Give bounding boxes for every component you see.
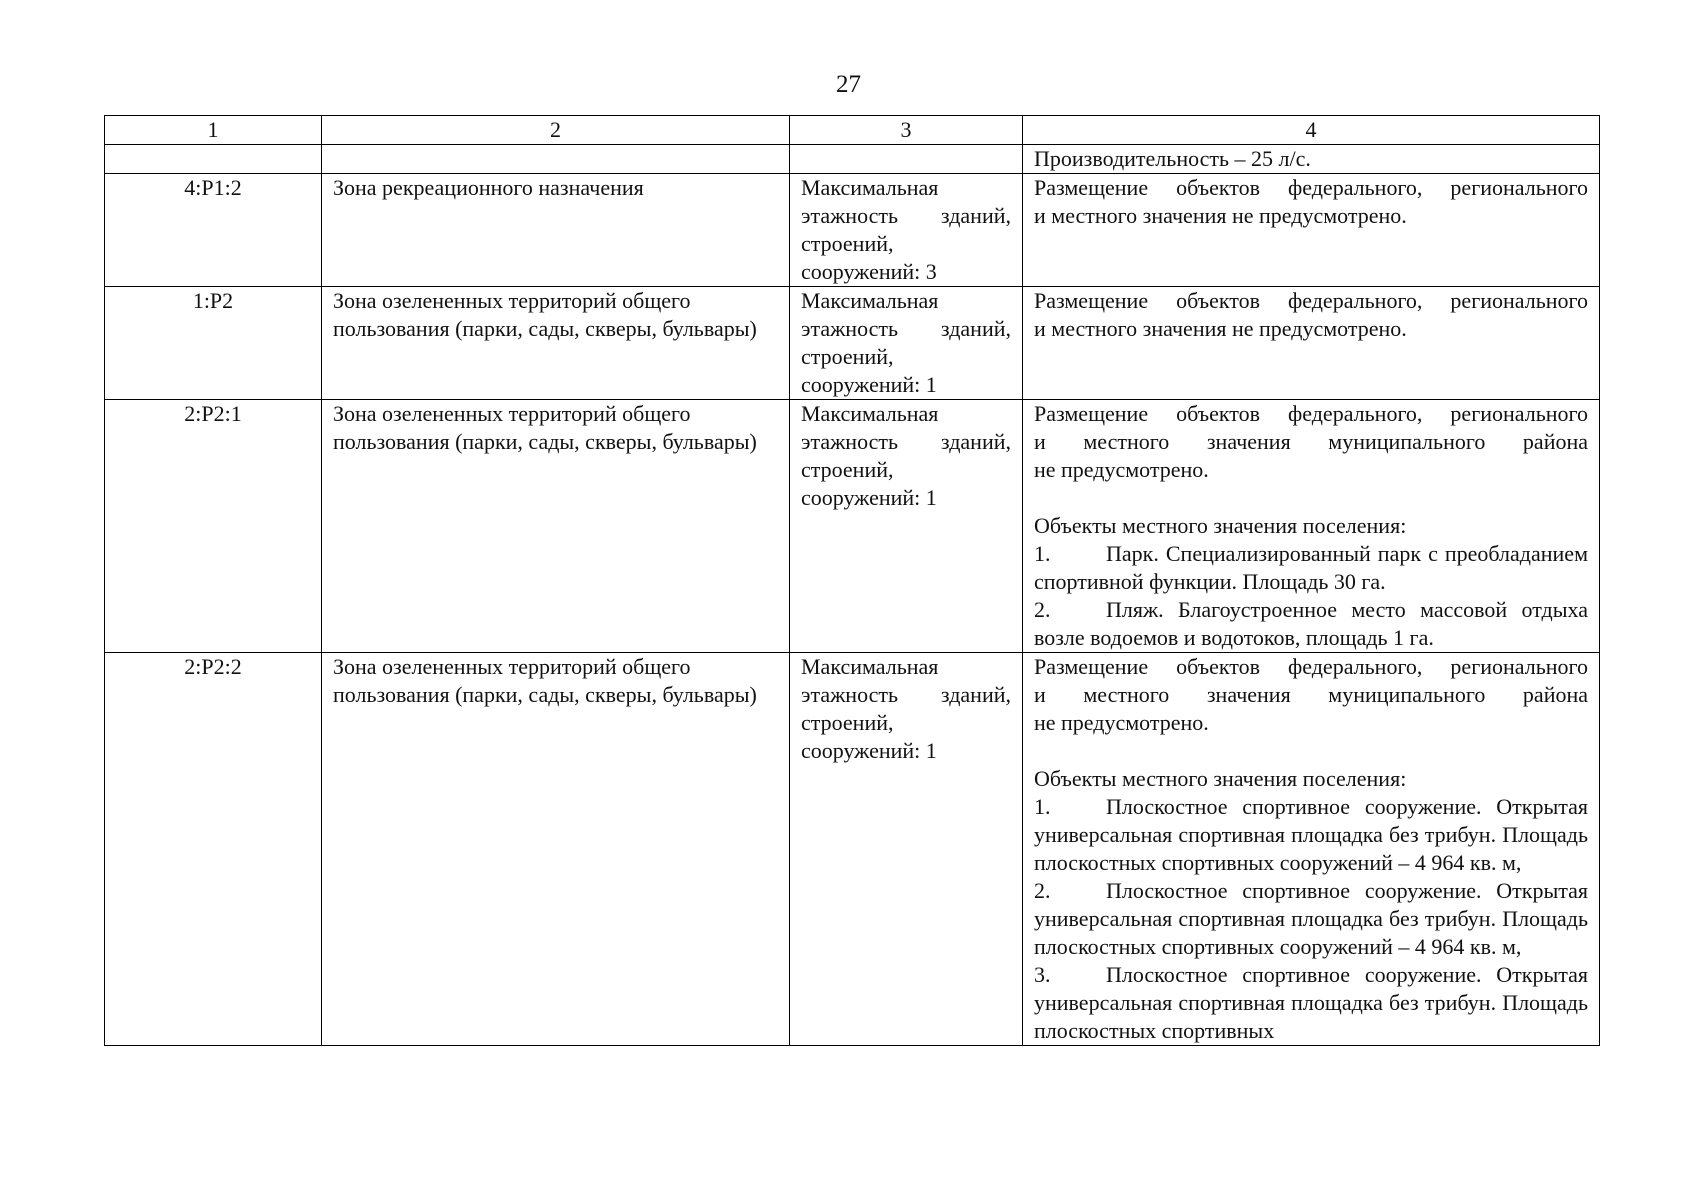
zone-params-cell	[790, 400, 1023, 653]
zone-name-cell: Зона рекреационного назначения	[322, 174, 790, 287]
page-number: 27	[836, 71, 861, 98]
param-line: Максимальная	[801, 401, 939, 426]
table-row	[105, 400, 1600, 653]
table-row	[105, 174, 1600, 287]
objects-intro-line: и местного значения не предусмотрено.	[1034, 203, 1407, 228]
objects-intro-line: Размещение объектов федерального, регионального	[1034, 288, 1588, 313]
zone-name-cell	[322, 145, 790, 174]
column-header: 4	[1023, 116, 1600, 145]
param-line: строений,	[801, 344, 894, 369]
objects-intro-line: не предусмотрено.	[1034, 457, 1209, 482]
objects-subtitle: Объекты местного значения поселения:	[1034, 766, 1407, 791]
list-item-number: 2.	[1034, 597, 1051, 622]
zone-code-cell	[105, 145, 322, 174]
zone-name-cell: Зона озелененных территорий общего пользования (парки, сады, скверы, бульвары)	[322, 400, 790, 653]
zone-code-cell: 2:Р2:2	[105, 653, 322, 1046]
column-header: 1	[105, 116, 322, 145]
objects-intro-line: Размещение объектов федерального, регионального	[1034, 654, 1588, 679]
param-line: строений,	[801, 457, 894, 482]
param-line: сооружений: 3	[801, 259, 937, 284]
list-item-number: 2.	[1034, 878, 1051, 903]
zone-params-cell	[790, 145, 1023, 174]
zone-params-cell	[790, 174, 1023, 287]
objects-list-item	[1034, 961, 1588, 1045]
zone-params-cell	[790, 653, 1023, 1046]
zone-name-cell: Зона озелененных территорий общего пользования (парки, сады, скверы, бульвары)	[322, 287, 790, 400]
zone-code-cell: 1:Р2	[105, 287, 322, 400]
paragraph-gap	[1034, 484, 1588, 512]
table-header-row	[105, 116, 1600, 145]
param-line: Максимальная	[801, 175, 939, 200]
param-line: сооружений: 1	[801, 485, 937, 510]
zone-objects-cell	[1023, 400, 1600, 653]
objects-intro-line: Производительность – 25 л/с.	[1034, 146, 1311, 171]
objects-intro-line: не предусмотрено.	[1034, 710, 1209, 735]
list-item-number: 1.	[1034, 541, 1051, 566]
param-line: строений,	[801, 710, 894, 735]
zone-objects-cell	[1023, 145, 1600, 174]
param-line: этажность зданий,	[801, 203, 1011, 228]
list-item-text: Плоскостное спортивное сооружение. Открытая универсальная спортивная площадка без трибун. Площадь плоскостных спортивных	[1034, 962, 1588, 1043]
objects-intro-line: Размещение объектов федерального, регионального	[1034, 175, 1588, 200]
objects-list-item	[1034, 596, 1588, 652]
objects-intro-line: и местного значения муниципального района	[1034, 682, 1588, 707]
list-item-text: Пляж. Благоустроенное место массовой отдыха возле водоемов и водотоков, площадь 1 га.	[1034, 597, 1588, 650]
table-row	[105, 287, 1600, 400]
objects-subtitle: Объекты местного значения поселения:	[1034, 513, 1407, 538]
param-line: Максимальная	[801, 654, 939, 679]
objects-intro-line: и местного значения не предусмотрено.	[1034, 316, 1407, 341]
param-line: сооружений: 1	[801, 738, 937, 763]
objects-list-item	[1034, 793, 1588, 877]
table-row	[105, 145, 1600, 174]
objects-intro-line: и местного значения муниципального района	[1034, 429, 1588, 454]
zone-name-cell: Зона озелененных территорий общего пользования (парки, сады, скверы, бульвары)	[322, 653, 790, 1046]
list-item-text: Парк. Специализированный парк с преобладанием спортивной функции. Площадь 30 га.	[1034, 541, 1588, 594]
zone-params-cell	[790, 287, 1023, 400]
param-line: этажность зданий,	[801, 682, 1011, 707]
param-line: сооружений: 1	[801, 372, 937, 397]
column-header: 2	[322, 116, 790, 145]
param-line: этажность зданий,	[801, 429, 1011, 454]
objects-list-item	[1034, 877, 1588, 961]
table-body	[105, 145, 1600, 1046]
list-item-text: Плоскостное спортивное сооружение. Открытая универсальная спортивная площадка без трибун. Площадь плоскостных спортивных сооружений – 4 964 кв. м,	[1034, 794, 1588, 875]
param-line: этажность зданий,	[801, 316, 1011, 341]
zone-objects-cell	[1023, 653, 1600, 1046]
paragraph-gap	[1034, 737, 1588, 765]
zone-code-cell: 4:Р1:2	[105, 174, 322, 287]
objects-intro-line: Размещение объектов федерального, регионального	[1034, 401, 1588, 426]
param-line: строений,	[801, 231, 894, 256]
param-line: Максимальная	[801, 288, 939, 313]
column-header: 3	[790, 116, 1023, 145]
table-row	[105, 653, 1600, 1046]
zone-objects-cell	[1023, 174, 1600, 287]
list-item-number: 1.	[1034, 794, 1051, 819]
zone-code-cell: 2:Р2:1	[105, 400, 322, 653]
list-item-text: Плоскостное спортивное сооружение. Открытая универсальная спортивная площадка без трибун. Площадь плоскостных спортивных сооружений – 4 964 кв. м,	[1034, 878, 1588, 959]
list-item-number: 3.	[1034, 962, 1051, 987]
zone-objects-cell	[1023, 287, 1600, 400]
zones-table	[104, 115, 1600, 1046]
objects-list-item	[1034, 540, 1588, 596]
